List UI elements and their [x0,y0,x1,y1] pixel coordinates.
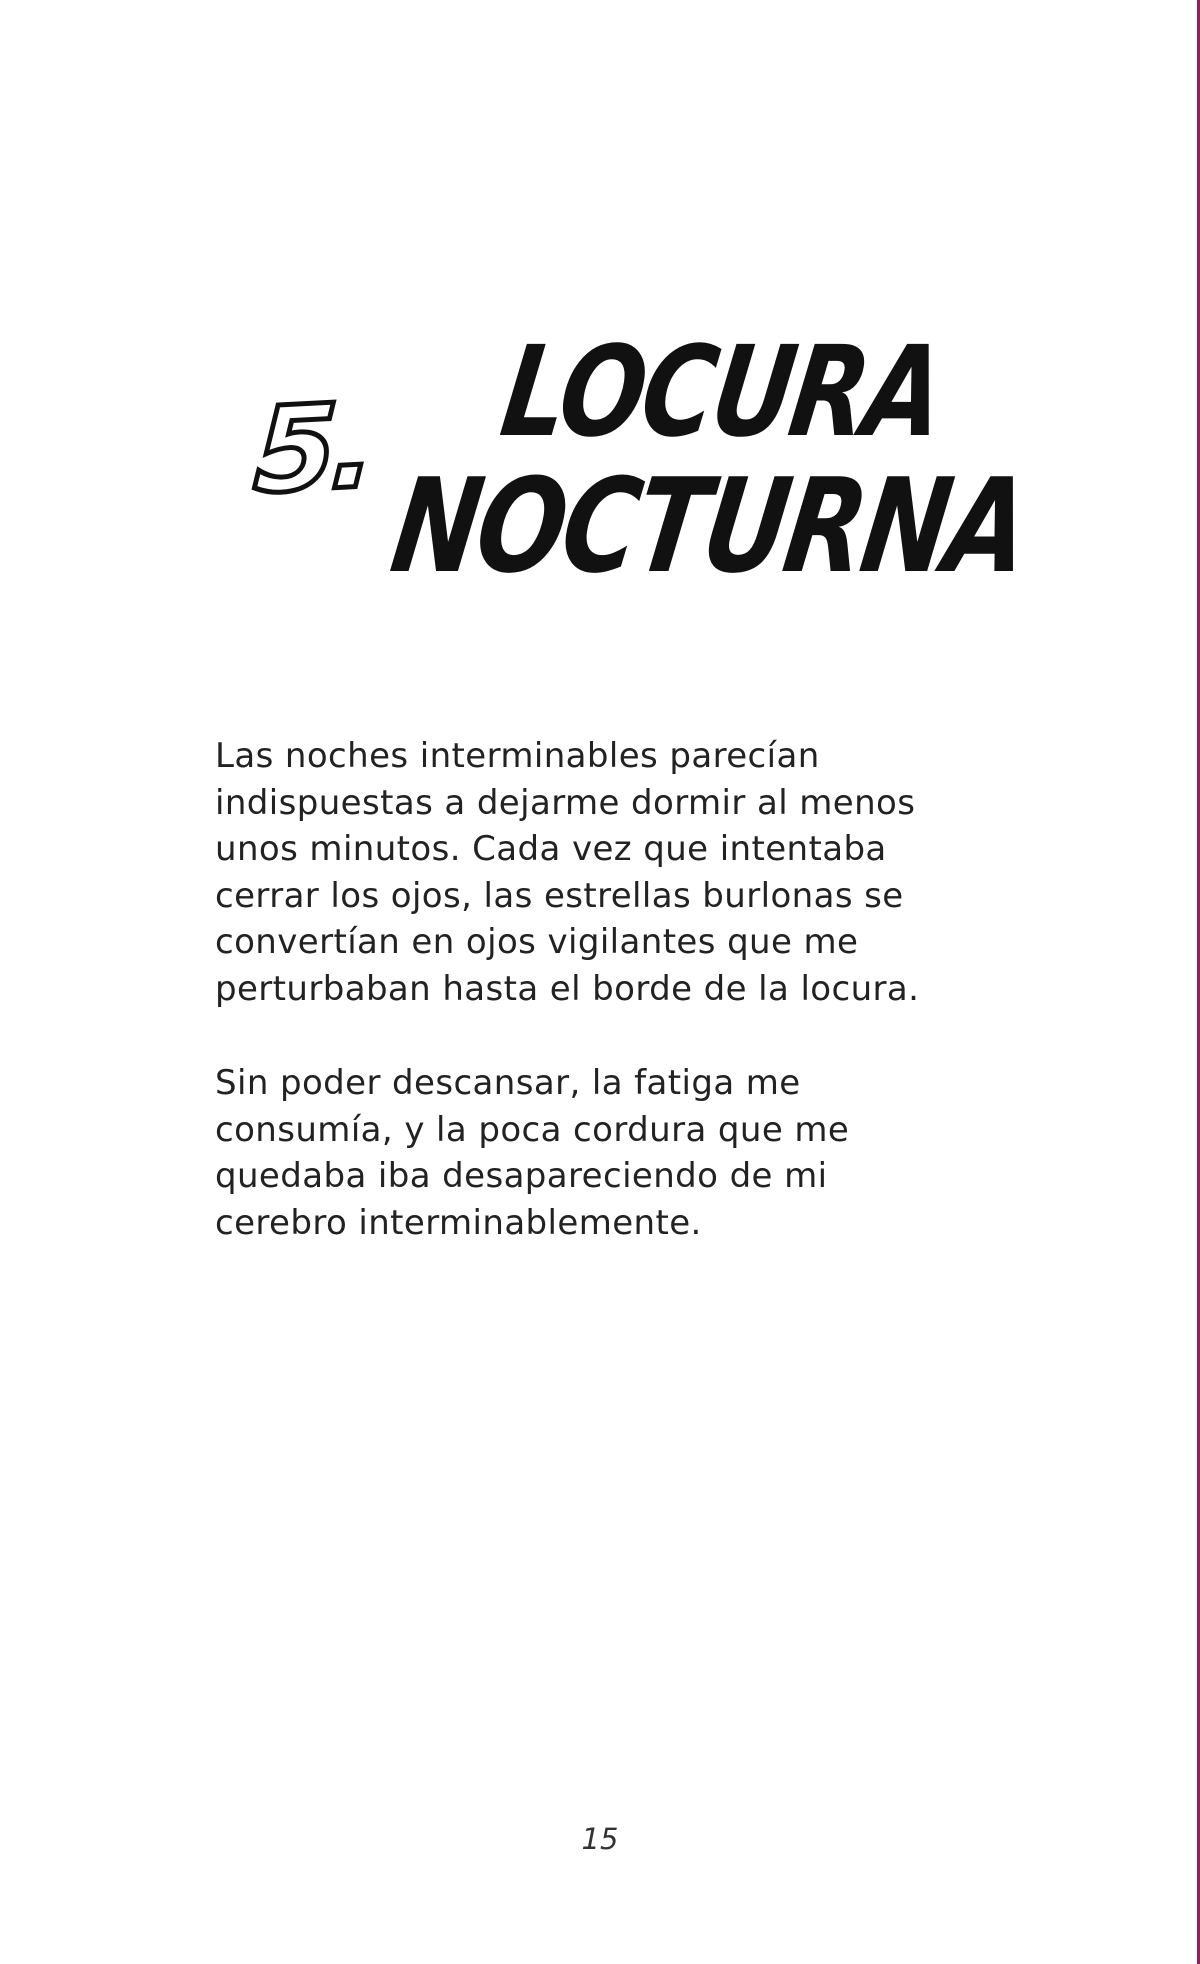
chapter-title-line-1: LOCURA [493,318,951,465]
body-paragraph-2: Sin poder descansar, la fatiga me consumía, y la poca cordura que me quedaba iba desapareciendo de mi cerebro interminablemente. [215,1063,850,1243]
chapter-title-line-2: NOCTURNA [383,449,1036,603]
chapter-number: 5. [251,376,374,520]
chapter-body [215,733,1035,1246]
chapter-title-block [251,318,1036,635]
page-number: 15 [581,1822,619,1856]
body-paragraph-1: Las noches interminables parecían indispuestas a dejarme dormir al menos unos minutos. Cada vez que intentaba cerrar los ojos, las estrellas burlonas se convertían en ojos vigilantes que me perturbaban hasta el borde de la locura. [215,736,920,1009]
